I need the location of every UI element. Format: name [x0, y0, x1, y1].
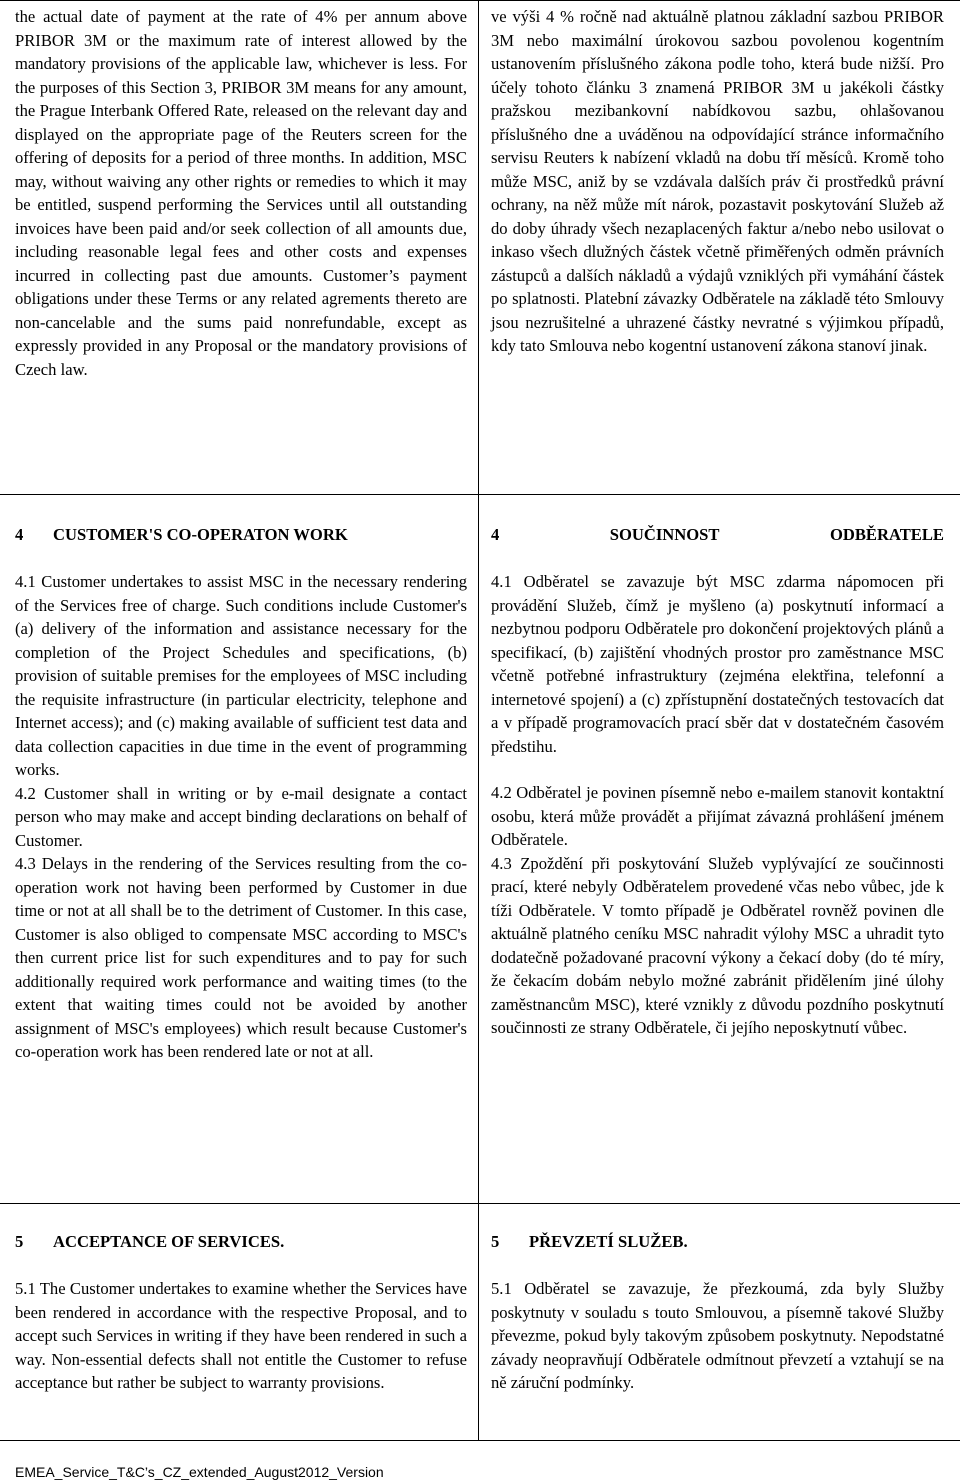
section4-en-title: CUSTOMER'S CO-OPERATON WORK [53, 525, 348, 544]
section4-en-body [15, 570, 467, 1064]
row-divider-1 [0, 494, 960, 495]
document-footer: EMEA_Service_T&C’s_CZ_extended_August2012_Version [15, 1464, 384, 1480]
section5-cz-title: PŘEVZETÍ SLUŽEB. [529, 1232, 688, 1251]
top-rule [0, 0, 960, 1]
section5-cz-body [491, 1277, 944, 1395]
clause-4-3-cz: 4.3 Zpoždění při poskytování Služeb vyplývající ze součinnosti prací, které nebyly Odběratelem provedené včas nebo vůbec, jde k tíži Odběratele. V tomto případě je Odběratel rovněž povinen dle aktuálně platného ceníku MSC nahradit výlohy MSC a uhradit tyto dodatečně požadované pracovní výkony a čekací doby (do té míry, že čekacím dobám nebylo možné zabránit přidělením jiné úlohy zaměstnancům MSC), které vznikly z důvodu pozdního poskytnutí součinnosti ze strany Odběratele, či jejího neposkytnutí vůbec. [491, 853, 944, 1037]
section5-en-title: ACCEPTANCE OF SERVICES. [53, 1232, 285, 1251]
section5-en-heading [15, 1230, 467, 1253]
clause-4-1-en: 4.1 Customer undertakes to assist MSC in the necessary rendering of the Services free of charge. Such conditions include Customer's (a) delivery of the information and assistance necessary for the completion of the Project Schedules and specifications, (b) provision of suitable premises for the employees of MSC including the requisite infrastructure (in particular electricity, telephone and Internet access); and (c) making available of sufficient test data and data collection capacities in due time in the event of programming works. [15, 572, 467, 779]
section5-cz-number: 5 [491, 1232, 500, 1251]
clause-4-2-cz: 4.2 Odběratel je povinen písemně nebo e-mailem stanovit kontaktní osobu, která může provádět a přijímat závazná prohlášení jménem Odběratele. [491, 783, 944, 849]
section4-cz-heading [491, 523, 944, 546]
clause-5-1-cz: 5.1 Odběratel se zavazuje, že přezkoumá, zda byly Služby poskytnuty v souladu s touto Smlouvou, a písemně takové Služby převezme, pokud byly takovým způsobem poskytnuty. Nepodstatné závady neopravňují Odběratele odmítnout převzetí a vztahují se na ně záruční podmínky. [491, 1279, 944, 1392]
section4-cz-title-2: ODBĚRATELE [829, 525, 944, 544]
section4-en-heading [15, 523, 467, 546]
section5-en-number: 5 [15, 1232, 24, 1251]
section5-en-body [15, 1277, 467, 1395]
clause-4-3-en: 4.3 Delays in the rendering of the Services resulting from the co-operation work not having been performed by Customer in due time or not at all shall be to the detriment of Customer. In this case, Customer is also obliged to compensate MSC according to MSC's then current price list for such expenditures and to pay for such additionally required work performance and waiting times (to the extent that waiting times could not be avoided by another assignment of MSC's employees) which result because Customer's co-operation work has been rendered late or not at all. [15, 854, 467, 1061]
section4-cz-title: SOUČINNOST [609, 525, 720, 544]
column-divider [478, 0, 479, 1440]
clause-5-1-en: 5.1 The Customer undertakes to examine whether the Services have been rendered in accordance with the respective Proposal, and to accept such Services in writing if they have been rendered in such a way. Non-essential defects shall not entitle the Customer to refuse acceptance but rather be subject to warranty provisions. [15, 1279, 467, 1392]
section4-cz-body [491, 570, 944, 1040]
bottom-rule [0, 1440, 960, 1441]
section4-cz-number: 4 [491, 525, 500, 544]
section3-en-text [15, 5, 467, 381]
clause-4-2-en: 4.2 Customer shall in writing or by e-mail designate a contact person who may make and accept binding declarations on behalf of Customer. [15, 783, 467, 850]
row-divider-2 [0, 1203, 960, 1204]
section3-en-paragraph: the actual date of payment at the rate of 4% per annum above PRIBOR 3M or the maximum rate of interest allowed by the mandatory provisions of the applicable law, whichever is less. For the purposes of this Section 3, PRIBOR 3M means for any amount, the Prague Interbank Offered Rate, released on the relevant day and displayed on the appropriate page of the Reuters screen for the offering of deposits for a period of three months. In addition, MSC may, without waiving any other rights or remedies to which it may be entitled, suspend performing the Services until all outstanding invoices have been paid and/or seek collection of all amounts due, including reasonable legal fees and other costs and expenses incurred in collecting past due amounts. Customer’s payment obligations under these Terms or any related agrements thereto are non-cancelable and the sums paid nonrefundable, except as expressly provided in any Proposal or the mandatory provisions of Czech law. [15, 7, 467, 379]
clause-4-1-cz: 4.1 Odběratel se zavazuje být MSC zdarma nápomocen při provádění Služeb, čímž je myšleno (a) poskytnutí informací a nezbytnou podporu Odběratele pro dokončení projektových plánů a specifikací, (b) zajištění vhodných prostor pro zaměstnance MSC včetně potřebné infrastruktury (zejména elektřina, telefonní a internetové spojení) a (c) zpřístupnění dostatečných testovacích dat a v případě programovacích prací sběr dat v dostatečném časovém předstihu. [491, 572, 944, 756]
section3-cz-text [491, 5, 944, 358]
section5-cz-heading [491, 1230, 944, 1253]
section4-en-number: 4 [15, 525, 24, 544]
section3-cz-paragraph: ve výši 4 % ročně nad aktuálně platnou základní sazbou PRIBOR 3M nebo maximální úrokovou sazbou povolenou kogentním ustanovením příslušného zákona podle toho, která bude nižší. Pro účely tohoto článku 3 znamená PRIBOR 3M u jakékoli částky pražskou mezibankovní nabídkovou sazbu, ohlašovanou příslušného dne a uváděnou na odpovídající stránce informačního servisu Reuters k nabízení vkladů na dobu tří měsíců. Kromě toho může MSC, aniž by se vzdávala dalších práv či prostředků právní ochrany, na něž může mít nárok, pozastavit poskytování Služeb až do doby úhrady všech nezaplacených faktur a/nebo nebo usilovat o inkaso všech dlužných částek včetně přiměřených odměn právních zástupců a dalších nákladů a výdajů vzniklých při vymáhání částek po splatnosti. Platební závazky Odběratele na základě této Smlouvy jsou nezrušitelné a uhrazené částky nevratné s výjimkou případů, kdy tato Smlouva nebo kogentní ustanovení zákona stanoví jinak. [491, 7, 944, 355]
